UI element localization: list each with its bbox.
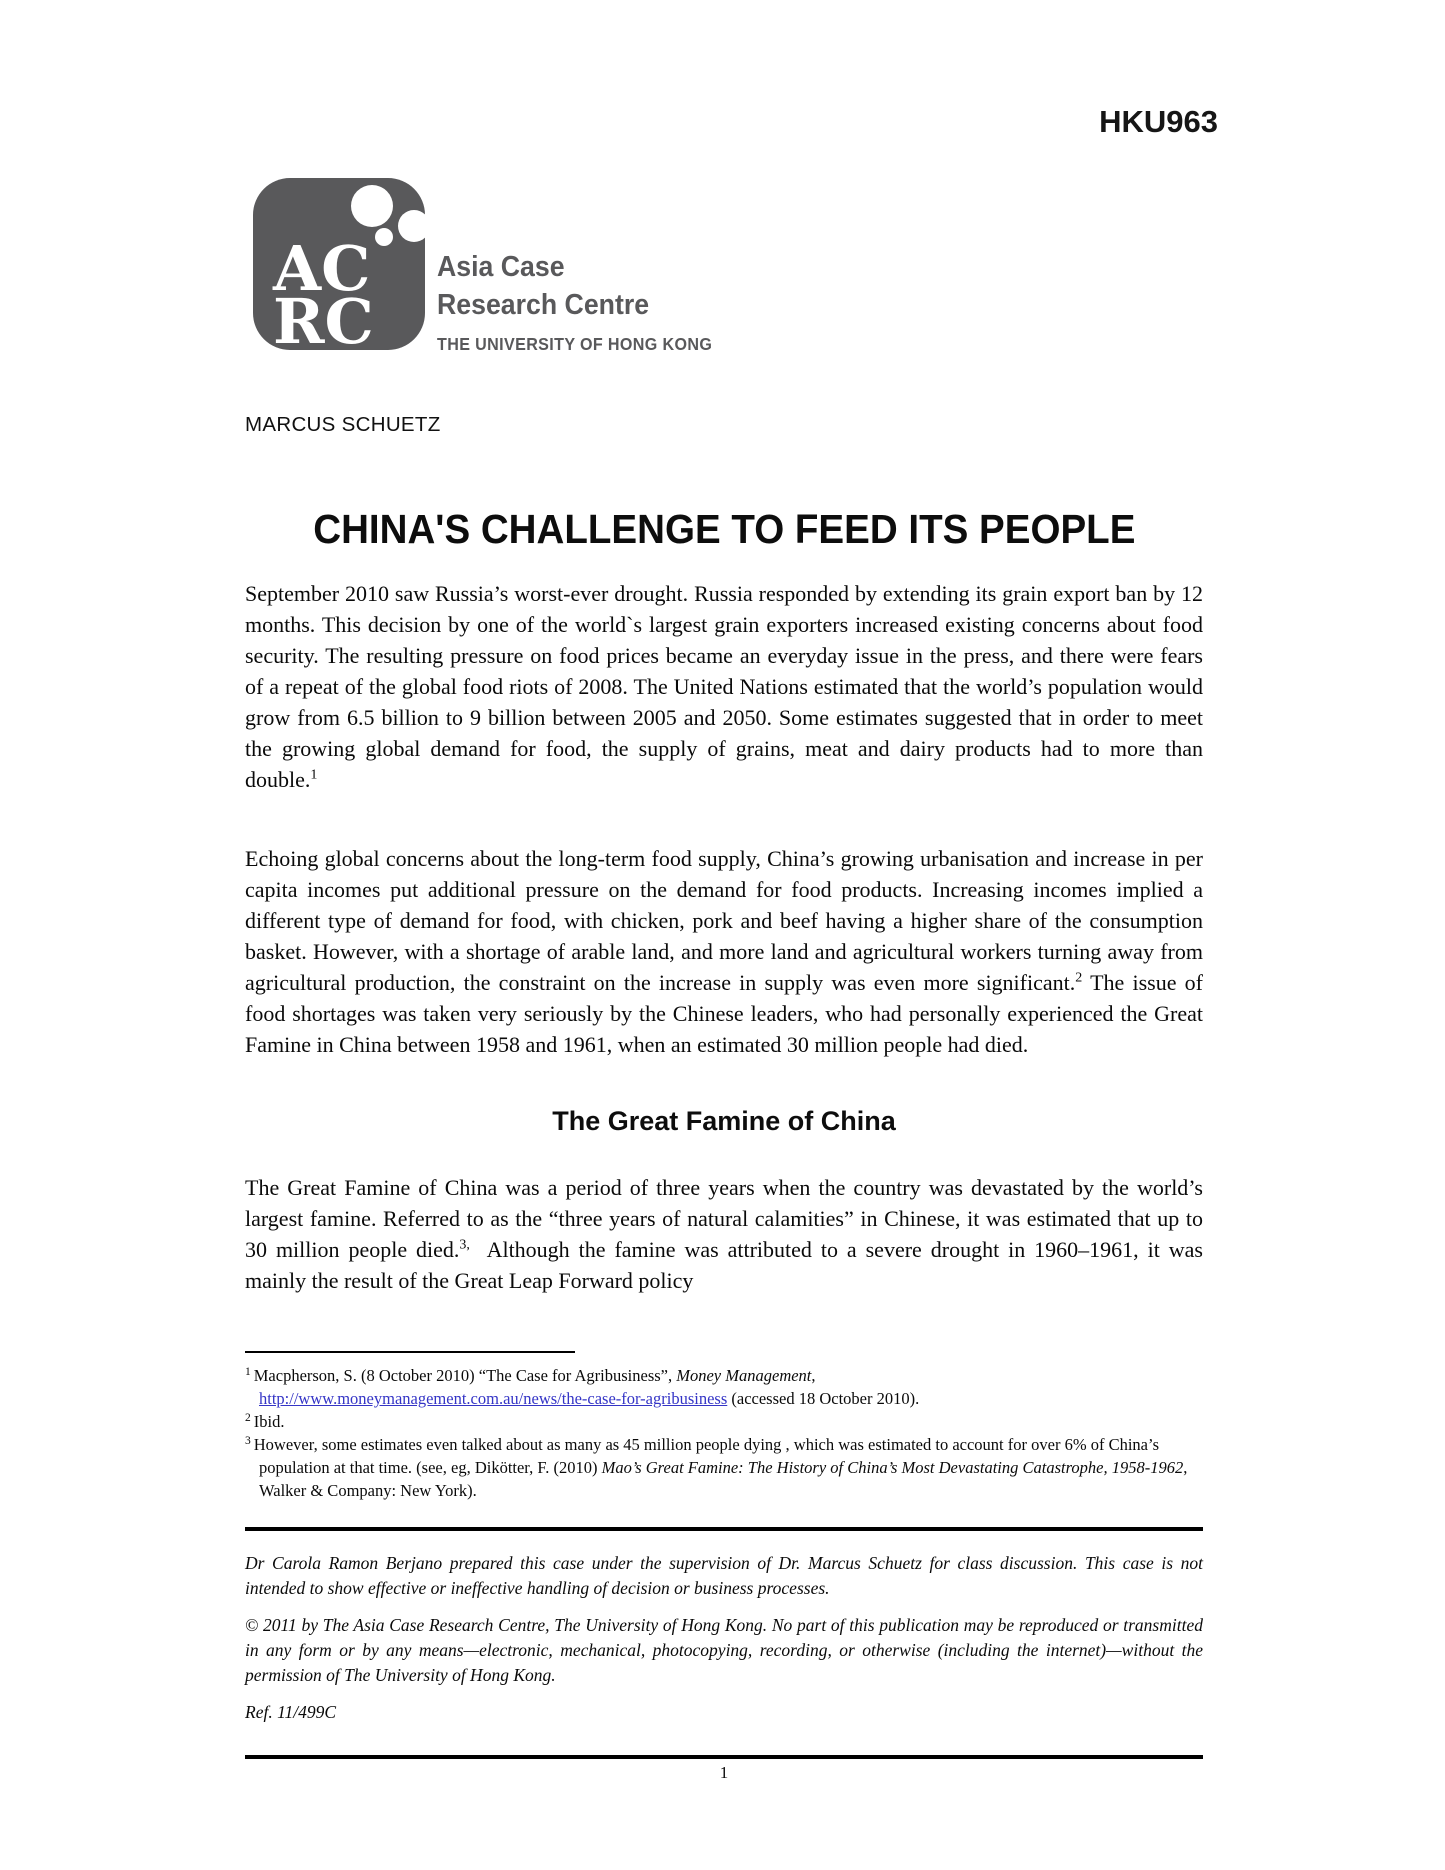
footnote-1-link-line xyxy=(259,1387,1203,1410)
section-heading: The Great Famine of China xyxy=(552,1106,896,1136)
author-name: MARCUS SCHUETZ xyxy=(245,413,441,436)
page-number: 1 xyxy=(719,1763,729,1782)
footnote-1-text: Macpherson, S. (8 October 2010) “The Case for Agribusiness”, xyxy=(253,1366,677,1385)
paragraph-2-text-a: Echoing global concerns about the long-term food supply, China’s growing urbanisation and increase in per capita incomes put additional pressure on the demand for food products. Increasing incomes implied a different type of demand for food, with chicken, pork and beef having a higher share of the consumption basket. However, with a shortage of arable land, and more land and agricultural workers turning away from agricultural production, the constraint on the increase in supply was even more significant. xyxy=(245,846,1203,995)
logo-university: THE UNIVERSITY OF HONG KONG xyxy=(437,334,713,354)
logo-name-line1: Asia Case xyxy=(437,251,565,283)
footer-copyright: © 2011 by The Asia Case Research Centre, The University of Hong Kong. No part of this publication may be reproduced or transmitted in any form or by any means—electronic, mechanical, photocopying, recording, or otherwise (including the internet)—without the permission of The University of Hong Kong. xyxy=(245,1615,1203,1685)
footnote-2-text: Ibid. xyxy=(253,1412,285,1431)
footnote-2 xyxy=(245,1410,1203,1433)
footnote-ref-3: 3, xyxy=(459,1237,470,1253)
paragraph-1-text: September 2010 saw Russia’s worst-ever drought. Russia responded by extending its grain export ban by 12 months. This decision by one of the world`s largest grain exporters increased existing concerns about food security. The resulting pressure on food prices became an everyday issue in the press, and there were fears of a repeat of the global food riots of 2008. The United Nations estimated that the world’s population would grow from 6.5 billion to 9 billion between 2005 and 2050. Some estimates suggested that in order to meet the growing global demand for food, the supply of grains, meat and dairy products had to more than double. xyxy=(245,581,1203,792)
paragraph-3-text-a: The Great Famine of China was a period of three years when the country was devastated by the world’s largest famine. Referred to as the “three years of natural calamities” in Chinese, it was estimated that up to 30 million people died. xyxy=(245,1175,1203,1262)
document-code: HKU963 xyxy=(1099,104,1218,139)
footnote-ref-1: 1 xyxy=(310,767,318,783)
paragraph-1 xyxy=(245,578,1203,795)
footer-notes xyxy=(245,1551,1203,1725)
paragraph-2-text-b: The issue of food shortages was taken very seriously by the Chinese leaders, who had personally experienced the Great Famine in China between 1958 and 1961, when an estimated 30 million people had died. xyxy=(245,970,1203,1057)
footnote-3-text-post: , Walker & Company: New York). xyxy=(259,1458,1188,1500)
footnote-3-text: However, some estimates even talked about as many as 45 million people dying , which was estimated to account for over 6% of China’s population at that time. (see, eg, Dikötter, F. (2010) xyxy=(253,1435,1159,1477)
footnote-link[interactable]: http://www.moneymanagement.com.au/news/the-case-for-agribusiness xyxy=(259,1389,728,1408)
paragraph-3-text-b: Although the famine was attributed to a severe drought in 1960–1961, it was mainly the result of the Great Leap Forward policy xyxy=(245,1237,1203,1293)
footnote-1-marker: 1 xyxy=(245,1365,251,1378)
footnotes-block xyxy=(245,1364,1203,1502)
footnote-2-marker: 2 xyxy=(245,1411,251,1424)
footnote-1-source: Money Management xyxy=(676,1366,812,1385)
footnote-separator xyxy=(245,1351,575,1353)
logo-letters-top: AC xyxy=(273,232,371,305)
footnote-ref-2: 2 xyxy=(1075,970,1083,986)
acrc-logo-icon xyxy=(253,177,443,351)
footnote-3 xyxy=(245,1433,1203,1502)
footnote-1 xyxy=(245,1364,1203,1410)
logo-lockup xyxy=(437,248,712,355)
page-title-text: CHINA'S CHALLENGE TO FEED ITS PEOPLE xyxy=(312,506,1136,552)
page-title xyxy=(245,506,1203,553)
logo-letters-bottom: RC xyxy=(273,285,374,351)
footer-rule-top xyxy=(245,1527,1203,1531)
footer-ref: Ref. 11/499C xyxy=(245,1702,337,1722)
footer-rule-bottom xyxy=(245,1755,1203,1759)
footnote-1-accessed: (accessed 18 October 2010). xyxy=(727,1389,920,1408)
footnote-3-marker: 3 xyxy=(245,1434,251,1447)
footnote-3-source: Mao’s Great Famine: The History of China’s Most Devastating Catastrophe, 1958-1962 xyxy=(601,1458,1184,1477)
paragraph-3 xyxy=(245,1172,1203,1296)
footer-attribution: Dr Carola Ramon Berjano prepared this case under the supervision of Dr. Marcus Schuetz for class discussion. This case is not intended to show effective or ineffective handling of decision or business processes. xyxy=(245,1553,1203,1598)
paragraph-2 xyxy=(245,843,1203,1060)
footnote-1-text-post: , xyxy=(811,1366,816,1385)
logo-name-line2: Research Centre xyxy=(437,289,650,321)
